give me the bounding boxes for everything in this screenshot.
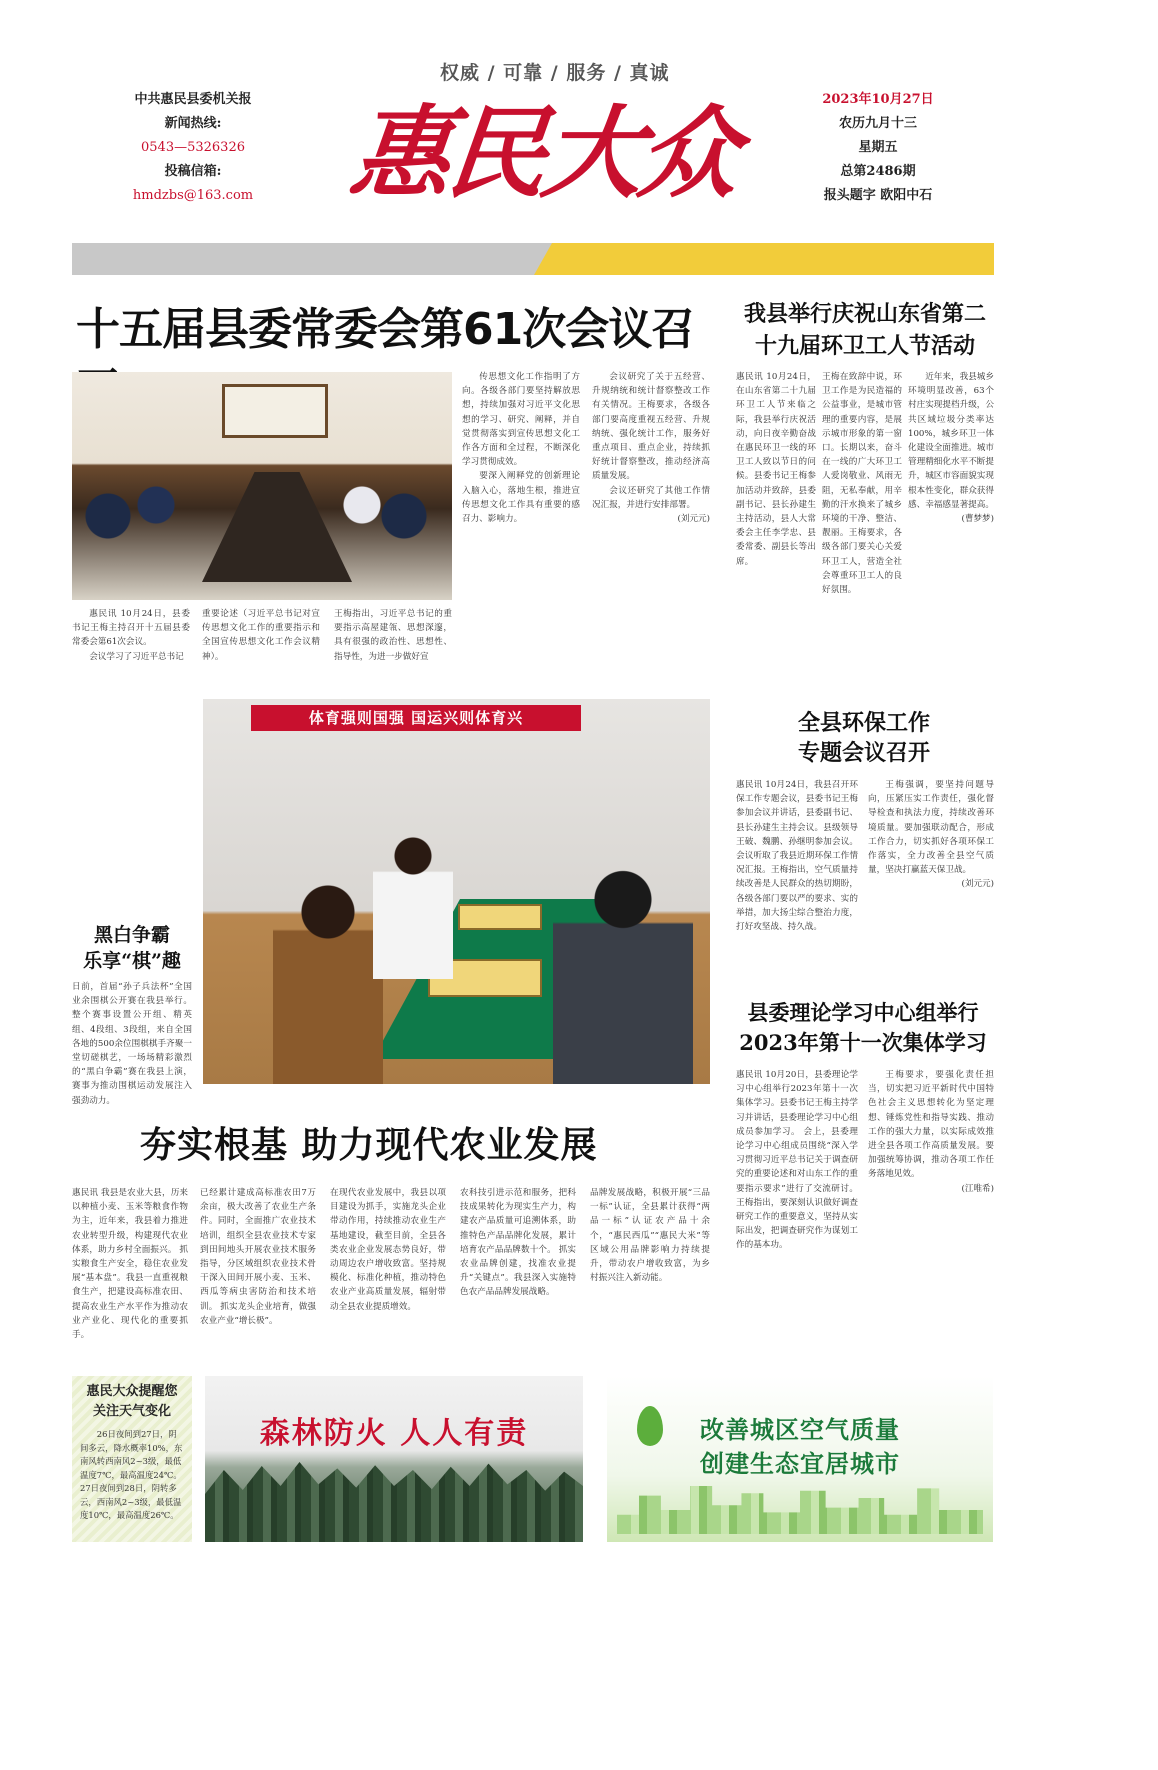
player-white — [373, 829, 453, 979]
sanitation-col-2: 王梅在致辞中说，环卫工作是为民造福的公益事业，是城市管理的重要内容，是展示城市形象的第一窗口。长期以来，奋斗在一线的广大环卫工人爱岗敬业、风雨无阻，无私奉献，用辛勤的汗水换来了城乡环境的干净、整洁、靓丽。王梅要求，各级各部门要关心关爱环卫工人，营造全社会尊重环卫工人的良好氛围。 — [822, 372, 902, 596]
env-col-2-text: 王梅强调，要坚持问题导向，压紧压实工作责任，强化督导检查和执法力度，持续改善环境质量。要加强联动配合，形成工作合力，切实抓好各项环保工作落实，全力改善全县空气质量，坚决打赢蓝天保卫战。 — [868, 780, 994, 876]
agri-headline: 夯实根基 助力现代农业发展 — [140, 1124, 598, 1166]
slogan: 权威 / 可靠 / 服务 / 真诚 — [440, 62, 670, 84]
air-ad-text-1: 改善城区空气质量 — [700, 1415, 900, 1444]
lead-col-3-b: 要深入阐释党的创新理论入脑入心，落地生根，推进宣传思想文化工作具有重要的感召力、影响力。 — [462, 471, 580, 525]
agri-col-3: 在现代农业发展中，我县以项目建设为抓手，实施龙头企业带动作用，持续推动农业生产基地建设，截至目前，全县各类农业企业发展态势良好，带动周边农户增收致富。坚持规模化、标准化种植，推动特色农业产业高质量发展，辐射带动全县农业提质增效。 — [330, 1188, 446, 1312]
masthead-bar — [72, 243, 994, 275]
email-address: hmdzbs@163.com — [132, 188, 254, 203]
env-col-1: 惠民讯 10月24日，我县召开环保工作专题会议，县委书记王梅参加会议并讲话，县委副书记、县长孙建生主持会议。县级领导王破、魏鹏、孙继明参加会议。 会议听取了我县近期环保工作情况汇报。王梅指出，空气质量持续改善是人民群众的热切期盼，各级各部门要以严的要求、实的举措，加大扬尘综合整治力度，打好攻坚战、持久战。 — [736, 780, 858, 933]
env-col-2 — [868, 778, 994, 964]
weather-box — [72, 1376, 192, 1542]
env-headline-1: 全县环保工作 — [797, 710, 930, 736]
lead-caption — [72, 607, 190, 664]
hotline-label: 新闻热线: — [164, 116, 222, 131]
lead-col-3-a: 传思想文化工作指明了方向。各级各部门要坚持解放思想，持续加强对习近平文化思想的学习、研究、阐释，并自觉贯彻落实到宣传思想文化工作各方面和全过程，不断深化学习贯彻成效。 — [462, 372, 580, 468]
study-headline-2: 2023年第十一次集体学习 — [739, 1030, 987, 1055]
air-ad-text-2: 创建生态宜居城市 — [700, 1449, 900, 1478]
issue-date: 2023年10月27日 — [822, 92, 934, 107]
fire-ad-text: 森林防火 人人有责 — [259, 1416, 529, 1451]
meeting-photo — [72, 372, 452, 600]
env-headline-2: 专题会议召开 — [797, 740, 930, 766]
fire-ad-trees — [205, 1462, 583, 1542]
lead-col-2: 王梅指出，习近平总书记的重要指示高屋建瓴、思想深邃，具有很强的政治性、思想性、指导性，为进一步做好宣 — [334, 609, 452, 662]
meeting-table — [202, 472, 352, 582]
weekday: 星期五 — [858, 140, 898, 155]
lunar-date: 农历九月十三 — [838, 116, 917, 131]
study-col-2 — [868, 1068, 994, 1354]
study-col-2-text: 王梅要求，要强化责任担当，切实把习近平新时代中国特色社会主义思想转化为坚定理想、锤炼党性和指导实践、推动工作的强大力量，以实际成效推进全县各项工作高质量发展。要加强统筹协调，推动各项工作任务落地见效。 — [868, 1070, 994, 1180]
sanitation-col-3-text: 近年来，我县城乡环境明显改善，63个村庄实现提档升级，公共区域垃圾分类率达100%，城乡环卫一体化建设全面推进。城市管理精细化水平不断提升，城区市容面貌实现根本性变化，群众获得感、幸福感显著提高。 — [908, 372, 994, 510]
painting-frame — [222, 384, 328, 438]
masthead-bar-yellow — [534, 243, 994, 275]
player-left — [273, 869, 383, 1084]
chess-title-2: 乐享“棋”趣 — [83, 950, 181, 972]
fire-ad — [205, 1376, 583, 1542]
chess-body: 日前，首届“孙子兵法杯”全国业余围棋公开赛在我县举行。 整个赛事设置公开组、精英组、4段组、3段组，来自全国各地的500余位围棋棋手齐聚一堂切磋棋艺，一场场精彩激烈的“黑白争霸”赛在我县上演，赛事为推动围棋运动发展注入强劲动力。 — [72, 982, 192, 1106]
masthead-title: 惠民大众 — [344, 94, 742, 212]
agri-col-5: 品牌发展战略，积极开展“三品一标”认证，全县累计获得“两品一标”认证农产品十余个，“惠民西瓜”“惠民大米”等区域公用品牌影响力持续提升，带动农户增收致富，为乡村振兴注入新动能。 — [590, 1188, 710, 1284]
weather-title-1: 惠民大众提醒您 — [86, 1384, 178, 1399]
lead-col-4 — [592, 370, 710, 656]
player-right — [553, 859, 693, 1084]
chess-banner: 体育强则国强 国运兴则体育兴 — [251, 705, 581, 731]
organ-name: 中共惠民县委机关报 — [134, 92, 252, 107]
sanitation-headline: 我县举行庆祝山东省第二十九届环卫工人节活动 — [743, 301, 986, 359]
weather-title-2: 关注天气变化 — [92, 1404, 171, 1419]
masthead-right — [808, 88, 948, 208]
attendees-left — [72, 472, 192, 582]
sanitation-author: (曹梦梦) — [961, 514, 994, 525]
env-author: (刘元元) — [961, 879, 994, 890]
inscription: 报头题字 欧阳中石 — [823, 188, 933, 203]
lead-caption-b: 会议学习了习近平总书记 — [89, 651, 184, 662]
masthead-left — [118, 88, 268, 208]
issue-number: 总第2486期 — [840, 164, 916, 179]
weather-body: 26日夜间到27日，阴间多云，降水概率10%，东南风转西南风2~3级，最低温度7℃，最高温度24℃。 27日夜间到28日，阴转多云，西南风2~3级，最低温度10℃，最高温度26℃。 — [80, 1429, 183, 1520]
study-headline-1: 县委理论学习中心组举行 — [747, 1000, 979, 1025]
go-board-back — [458, 904, 542, 930]
attendees-right — [332, 472, 452, 582]
lead-col-1: 重要论述（习近平总书记对宣传思想文化工作的重要指示和全国宣传思想文化工作会议精神）。 — [202, 609, 320, 662]
agri-col-4: 农科技引进示范和服务，把科技成果转化为现实生产力，构建农产品质量可追溯体系，助推特色产品品牌化发展，累计培育农产品品牌数十个。 抓实农业品牌创建，找准农业提升“关键点”。我县深入实施特色农产品品牌发展战略。 — [460, 1188, 576, 1298]
agri-col-2: 已经累计建成高标准农田7万余亩，极大改善了农业生产条件。同时，全面推广农业技术培训，组织全县农业技术专家到田间地头开展农业技术服务指导，分区域组织农业技术骨干深入田间开展小麦、玉米、西瓜等病虫害防治和技术培训。 抓实龙头企业培育，做强农业产业“增长极”。 — [200, 1188, 316, 1326]
lead-col-3 — [462, 370, 580, 656]
sanitation-col-3 — [908, 370, 994, 670]
study-col-1: 惠民讯 10月20日，县委理论学习中心组举行2023年第十一次集体学习。县委书记王梅主持学习并讲话，县委理论学习中心组成员参加学习。 会上，县委理论学习中心组成员围绕“深入学习贯彻习近平总书记关于调查研究的重要论述和对山东工作的重要指示要求”进行了交流研讨。王梅指出，要深刻认识做好调查研究工作的重要意义，坚持从实际出发，把调查研究作为谋划工作的基本功。 — [736, 1070, 858, 1251]
hotline-number: 0543—5326326 — [141, 140, 245, 155]
email-label: 投稿信箱: — [164, 164, 222, 179]
agri-col-1: 惠民讯 我县是农业大县，历来以种植小麦、玉米等粮食作物为主，近年来，我县着力推进农业转型升级，构建现代农业体系，助力乡村全面振兴。 抓实粮食生产安全，稳住农业发展“基本盘”。我县一直重视粮食生产，把建设高标准农田、提高农业生产水平作为推动农业产业化、现代化的重要抓手。 — [72, 1188, 188, 1341]
air-ad — [607, 1376, 993, 1542]
study-author: (江唯希) — [961, 1183, 994, 1194]
air-ad-city — [617, 1486, 983, 1534]
lead-col-4-a: 会议研究了关于五经营、升规纳统和统计督察整改工作有关情况。王梅要求，各级各部门要高度重视五经营、升规纳统、强化统计工作，服务好重点项目、重点企业，持续抓好统计督察整改，推动经济高质量发展。 — [592, 372, 710, 482]
lead-author: (刘元元) — [677, 514, 710, 525]
lead-col-4-b: 会议还研究了其他工作情况汇报，并进行安排部署。 — [592, 485, 710, 510]
chess-photo — [203, 699, 710, 1084]
lead-headline: 十五届县委常委会第61次会议召 — [76, 304, 695, 355]
sanitation-col-1: 惠民讯 10月24日，在山东省第二十九届环卫工人节来临之际，我县举行庆祝活动，向日夜辛勤奋战在惠民环卫一线的环卫工人致以节日的问候。县委书记王梅参加活动并致辞，县委副书记、县长孙建生主持活动，县人大常委会主任李学忠、县委常委、副县长等出席。 — [736, 372, 816, 567]
lead-caption-a: 惠民讯 10月24日，县委书记王梅主持召开十五届县委常委会第61次会议。 — [72, 609, 190, 648]
chess-title-1: 黑白争霸 — [93, 924, 170, 946]
